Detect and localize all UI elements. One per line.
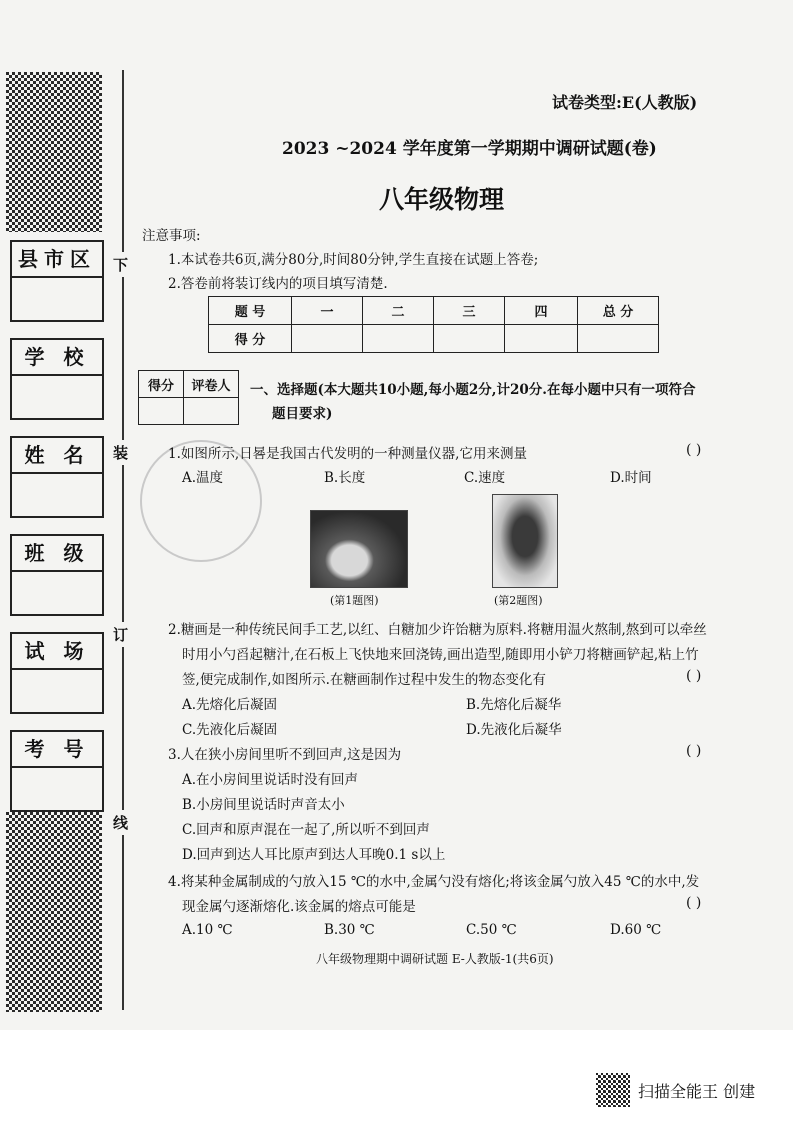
info-box-class (10, 534, 104, 616)
option: B.先熔化后凝华 (466, 697, 562, 713)
option: D.回声到达人耳比原声到达人耳晚0.1 s以上 (182, 847, 446, 863)
score-table-header: 题 号 (209, 297, 292, 325)
binding-pattern-bottom (6, 812, 102, 1012)
info-label: 试 场 (12, 634, 102, 670)
notes-heading: 注意事项: (142, 228, 201, 244)
option: D.时间 (610, 470, 652, 486)
score-cell[interactable] (505, 325, 578, 353)
scanner-text: 扫描全能王 创建 (638, 1082, 756, 1101)
figure-caption: (第1题图) (330, 594, 379, 607)
answer-paren[interactable]: ( ) (686, 895, 702, 911)
note-item: 2.答卷前将装订线内的项目填写清楚. (168, 276, 388, 292)
sundial-photo (310, 510, 408, 588)
answer-paren[interactable]: ( ) (686, 442, 702, 458)
option: A.温度 (182, 470, 224, 486)
info-box-room (10, 632, 104, 714)
binding-char: 装 (113, 440, 128, 465)
figure-caption: (第2题图) (494, 594, 543, 607)
grader-box (138, 370, 239, 425)
option: A.先熔化后凝固 (182, 697, 278, 713)
option: D.先液化后凝华 (466, 722, 562, 738)
info-label: 考 号 (12, 732, 102, 768)
option: B.30 ℃ (324, 922, 375, 938)
score-table-row-label: 得 分 (209, 325, 292, 353)
score-table-col: 三 (434, 297, 505, 325)
option: C.先液化后凝固 (182, 722, 278, 738)
info-box-number (10, 730, 104, 812)
exam-title: 2023 ~2024 学年度第一学期期中调研试题(卷) (282, 139, 657, 159)
option: D.60 ℃ (610, 922, 662, 938)
option: C.回声和原声混在一起了,所以听不到回声 (182, 822, 430, 838)
option: A.在小房间里说话时没有回声 (182, 772, 359, 788)
qr-code-icon (596, 1073, 630, 1107)
grader-name-cell[interactable] (184, 398, 239, 425)
option: C.50 ℃ (466, 922, 517, 938)
info-label: 姓 名 (12, 438, 102, 474)
info-box-school (10, 338, 104, 420)
sugar-painting-photo (492, 494, 558, 588)
option: C.速度 (464, 470, 506, 486)
score-table (208, 296, 659, 353)
score-table-col: 一 (292, 297, 363, 325)
score-cell[interactable] (292, 325, 363, 353)
binding-char: 订 (113, 622, 128, 647)
answer-paren[interactable]: ( ) (686, 743, 702, 759)
note-item: 1.本试卷共6页,满分80分,时间80分钟,学生直接在试题上答卷; (168, 252, 539, 268)
option: A.10 ℃ (182, 922, 233, 938)
info-label: 班 级 (12, 536, 102, 572)
section-title: 一、选择题(本大题共10小题,每小题2分,计20分.在每小题中只有一项符合 (250, 382, 696, 398)
question-stem: 2.糖画是一种传统民间手工艺,以红、白糖加少许饴糖为原料.将糖用温火熬制,熬到可以牵丝 (168, 622, 707, 638)
grader-score-cell[interactable] (139, 398, 184, 425)
score-cell[interactable] (434, 325, 505, 353)
score-cell[interactable] (363, 325, 434, 353)
score-table-col: 四 (505, 297, 578, 325)
score-table-col: 二 (363, 297, 434, 325)
score-table-col: 总 分 (578, 297, 659, 325)
question-stem: 时用小勺舀起糖汁,在石板上飞快地来回浇铸,画出造型,随即用小铲刀将糖画铲起,粘上竹 (182, 647, 699, 663)
info-box-name (10, 436, 104, 518)
score-cell[interactable] (578, 325, 659, 353)
grader-score-label: 得分 (139, 371, 184, 398)
binding-char: 线 (113, 810, 128, 835)
question-stem: 签,便完成制作,如图所示.在糖画制作过程中发生的物态变化有 (182, 672, 546, 688)
option: B.小房间里说话时声音太小 (182, 797, 345, 813)
section-title-cont: 题目要求) (272, 406, 333, 422)
page-footer: 八年级物理期中调研试题 E-人教版-1(共6页) (316, 952, 554, 966)
question-stem: 3.人在狭小房间里听不到回声,这是因为 (168, 747, 402, 763)
option: B.长度 (324, 470, 366, 486)
info-box-county (10, 240, 104, 322)
grader-name-label: 评卷人 (184, 371, 239, 398)
question-stem: 现金属勺逐渐熔化.该金属的熔点可能是 (182, 899, 416, 915)
info-label: 学 校 (12, 340, 102, 376)
binding-char: 下 (113, 252, 128, 277)
question-stem: 4.将某种金属制成的勺放入15 ℃的水中,金属勺没有熔化;将该金属勺放入45 ℃的水中,发 (168, 874, 700, 890)
question-stem: 1.如图所示,日晷是我国古代发明的一种测量仪器,它用来测量 (168, 446, 527, 462)
info-label: 县市区 (12, 242, 102, 278)
paper-type: 试卷类型:E(人教版) (552, 93, 698, 112)
subject-title: 八年级物理 (378, 185, 504, 214)
answer-paren[interactable]: ( ) (686, 668, 702, 684)
